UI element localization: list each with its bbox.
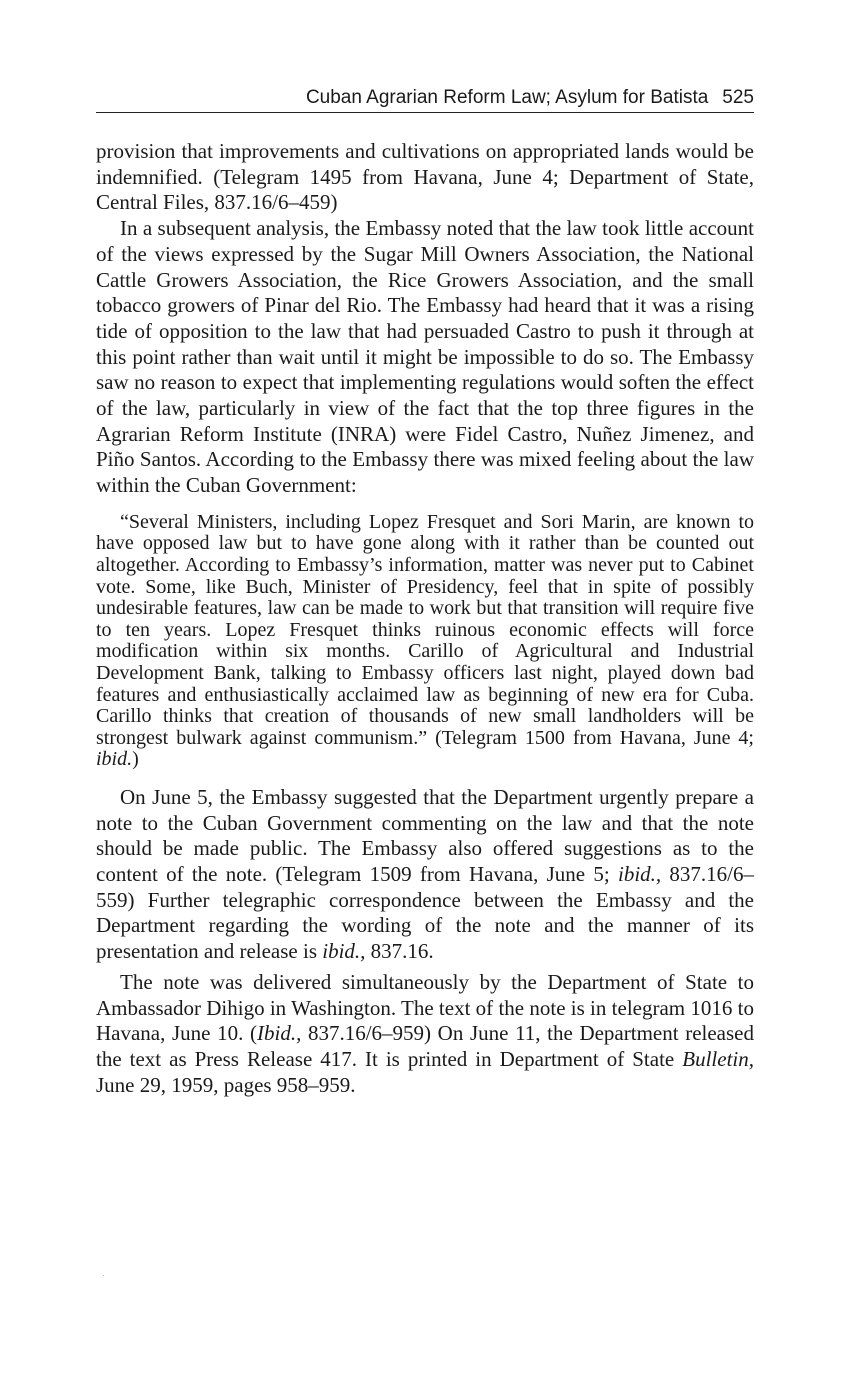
p4-text-c: June 29, 1959, pages 958–959. (96, 1072, 356, 1097)
p4-ibid: Ibid., (257, 1021, 302, 1046)
quote-close: ) (132, 748, 139, 771)
p3-ibid-1: ibid., (617, 862, 662, 887)
p4-bulletin: Bulletin, (682, 1047, 754, 1071)
block-quote (96, 512, 754, 771)
quote-text: “Several Ministers, including Lopez Fresquet and Sori Marin, are known to have opposed law but to have gone along with it rather than be counted out altogether. According to Embassy’s information, matter was never put to Cabinet vote. Some, like Buch, Minister of Presidency, feel that in spite of possibly undesirable features, law can be made to work but that transition will require five to ten years. Lopez Fresquet thinks ruinous economic effects will force modification within six months. Carillo of Agricultural and Industrial Development Bank, talking to Embassy officers last night, played down bad features and enthusiastically acclaimed law as beginning of new era for Cuba. Carillo thinks that creation of thousands of new small landholders will be strongest bulwark against communism.” (Telegram 1500 from Havana, June 4; (96, 510, 754, 749)
body-text (96, 139, 754, 499)
page-number: 525 (722, 87, 754, 108)
paragraph-3 (96, 785, 754, 965)
running-header (96, 84, 754, 113)
quote-ibid: ibid. (96, 748, 133, 771)
p4-text-b: 837.16/6–959) On June 11, the Department released the text as Press Release 417. It is printed in Department of State (96, 1021, 754, 1071)
scan-speck (103, 1275, 104, 1276)
body-text-continued (96, 785, 754, 1098)
paragraph-1: provision that improvements and cultivations on appropriated lands would be indemnified. (Telegram 1495 from Havana, June 4; Department of State, Central Files, 837.16/6–459) (96, 139, 754, 215)
p4-text-a: The note was delivered simultaneously by the Department of State to Ambassador Dihigo in Washington. The text of the note is in telegram 1016 to Havana, June 10. ( (96, 969, 754, 1046)
document-page (96, 84, 754, 1098)
p3-text-b: 837.16/6–559) Further telegraphic correspondence between the Embassy and the Department regarding the wording of the note and the manner of its presentation and release is (96, 862, 755, 964)
p3-text-c: 837.16. (365, 939, 434, 964)
paragraph-2: In a subsequent analysis, the Embassy noted that the law took little account of the views expressed by the Sugar Mill Owners Association, the National Cattle Growers Association, the Rice Growers Association, and the small tobacco growers of Pinar del Rio. The Embassy had heard that it was a rising tide of opposition to the law that had persuaded Castro to push it through at this point rather than wait until it might be impossible to do so. The Embassy saw no reason to expect that implementing regulations would soften the effect of the law, particularly in view of the fact that the top three figures in the Agrarian Reform Institute (INRA) were Fidel Castro, Nuñez Jimenez, and Piño Santos. According to the Embassy there was mixed feeling about the law within the Cuban Government: (96, 216, 754, 498)
paragraph-4 (96, 970, 754, 1099)
p3-text-a: On June 5, the Embassy suggested that the Department urgently prepare a note to the Cuban Government commenting on the law and that the note should be made public. The Embassy also offered suggestions as to the content of the note. (Telegram 1509 from Havana, June 5; (96, 784, 754, 887)
p3-ibid-2: ibid., (322, 939, 366, 964)
running-header-title: Cuban Agrarian Reform Law; Asylum for Batista (305, 87, 709, 108)
